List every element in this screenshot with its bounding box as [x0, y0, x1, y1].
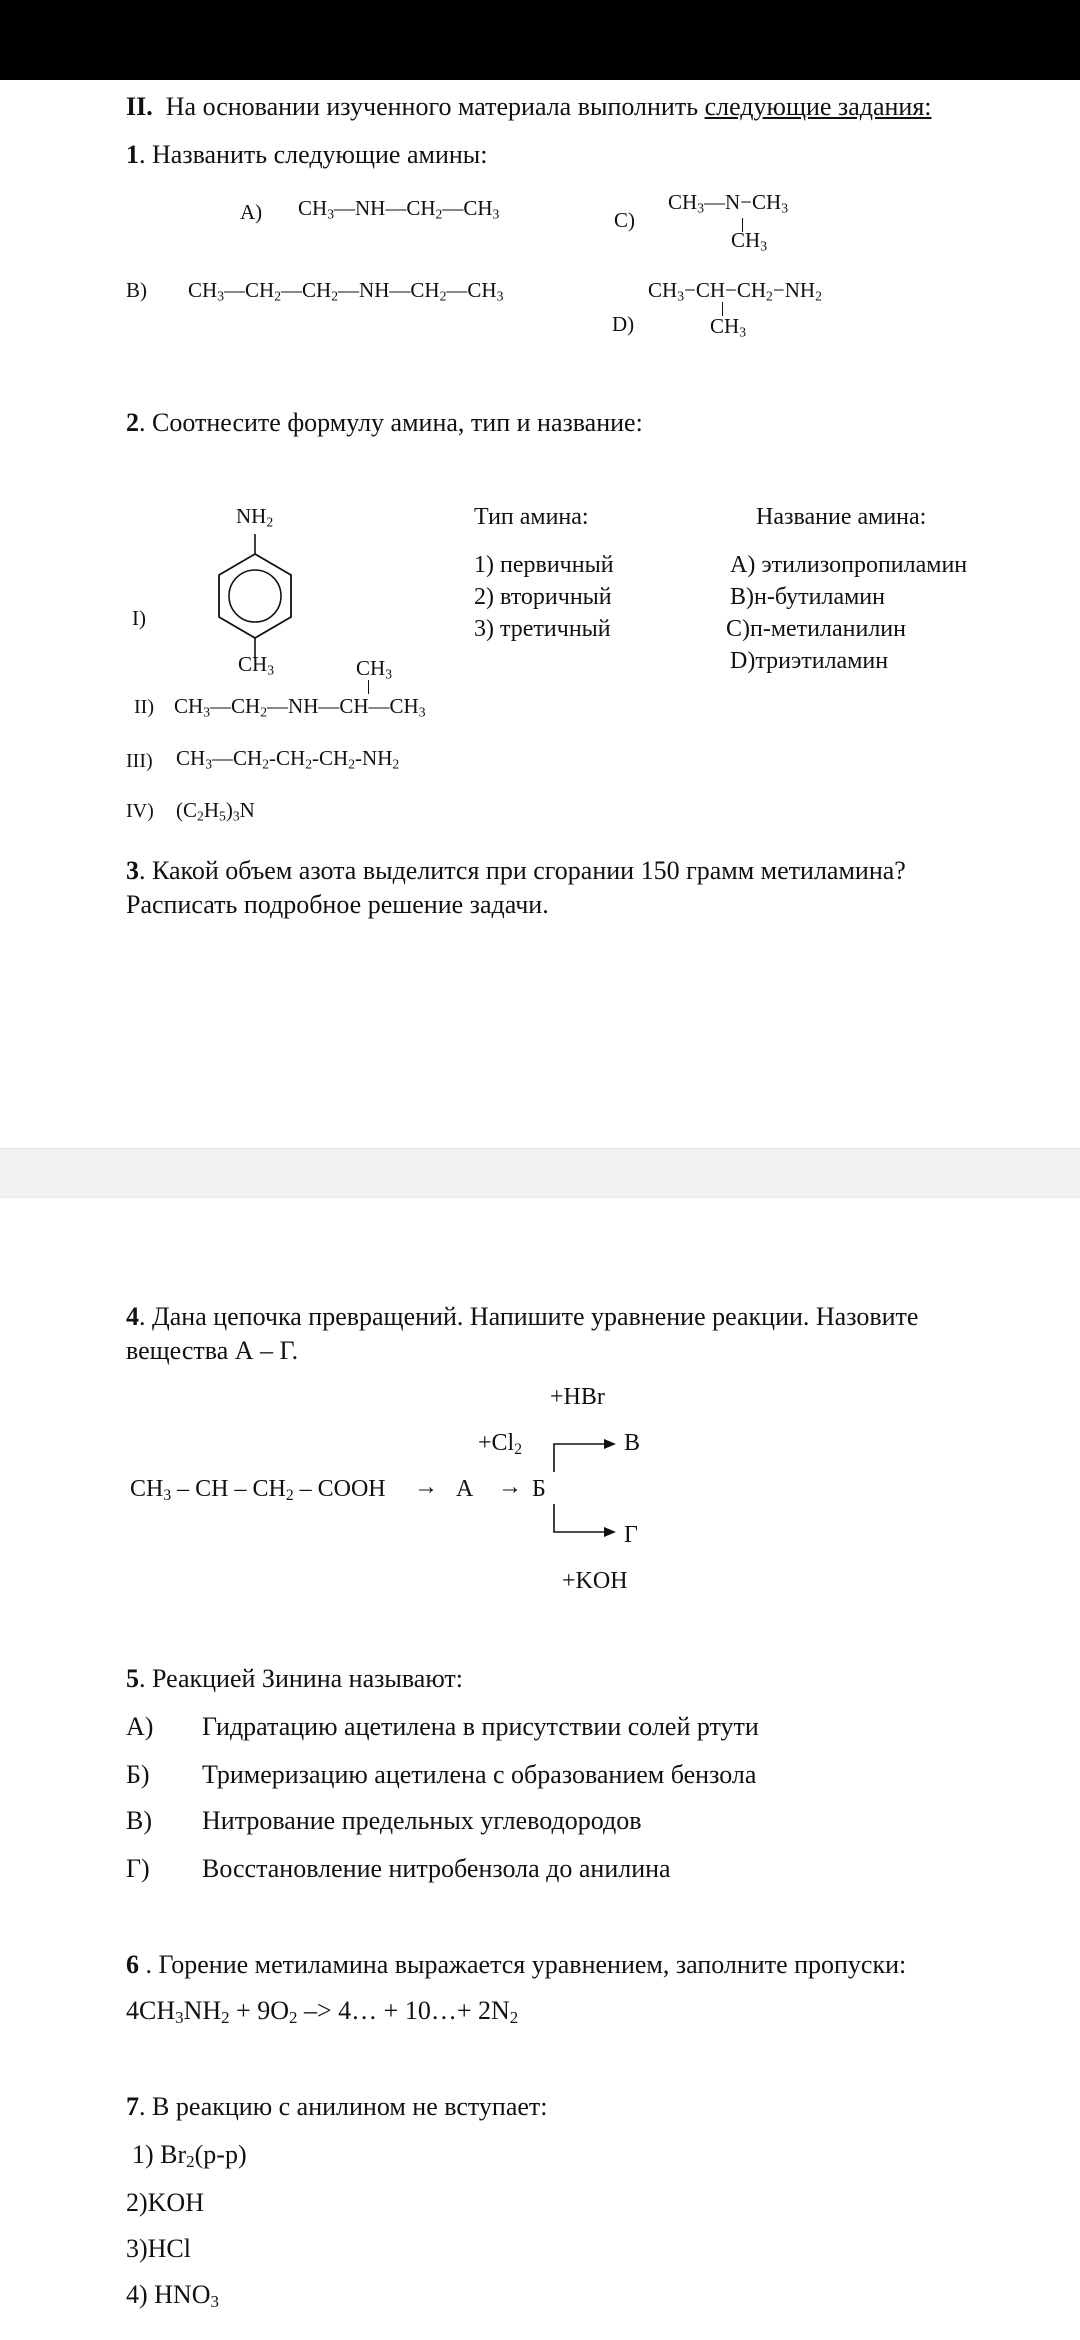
q1-d-formula-top: $CH_3-CH-CH_2-NH_2$: [648, 278, 822, 304]
q5-opt-d-text: Восстановление нитробензола до анилина: [202, 1854, 671, 1883]
q7-opt-1-suffix: (р-р): [194, 2140, 247, 2169]
top-black-bar: [0, 0, 1080, 80]
q5-text: . Реакцией Зинина называют:: [139, 1664, 463, 1693]
q4-branch-arrows: [550, 1432, 620, 1544]
q1-b-label: B): [126, 278, 147, 302]
q1-text: . Названить следующие амины:: [139, 140, 488, 169]
q2-number: 2: [126, 408, 139, 437]
q4-arrow-2: →: [498, 1474, 522, 1500]
q2-title: [126, 408, 643, 438]
q2-nh2-label: $NH_2$: [236, 504, 274, 530]
q1-b-formula: $CH_3—CH_2—CH_2—NH—CH_2—CH_3$: [188, 278, 504, 304]
q2-type-2: 2) вторичный: [474, 584, 612, 610]
q4-text: . Дана цепочка превращений. Напишите уравнение реакции. Назовите: [139, 1302, 919, 1331]
q7-opt-3: 3)HCl: [126, 2234, 191, 2263]
part-text-underlined: следующие задания:: [704, 92, 932, 121]
q7-opt-4: 4) $HNO_3$: [126, 2280, 219, 2312]
q4-arrow-1: →: [414, 1474, 438, 1500]
q2-type-3: 3) третичный: [474, 616, 611, 642]
q4-substance-a: A: [456, 1476, 474, 1502]
q1-c-formula-top: $CH_3—N-CH_3$: [668, 190, 789, 216]
q4-hbr: +HBr: [550, 1384, 605, 1410]
q2-ii-branch: $CH_3$: [356, 656, 393, 682]
q5-number: 5: [126, 1664, 139, 1693]
q5-opt-c-label: В): [126, 1806, 152, 1835]
q7-opt-4-text: 4) HNO: [126, 2280, 211, 2309]
q7-title: [126, 2092, 548, 2122]
q1-c-formula-bottom: $CH_3$: [731, 228, 768, 254]
q4-cl2: $+Cl_2$: [478, 1430, 523, 1458]
q1-d-formula-bottom: $CH_3$: [710, 314, 747, 340]
q5-opt-c-text: Нитрование предельных углеводородов: [202, 1806, 642, 1835]
q4-number: 4: [126, 1302, 139, 1331]
part-text: На основании изученного материала выполнить: [165, 92, 705, 121]
q1-c-label: C): [614, 208, 635, 232]
q2-ii-bond: [368, 680, 369, 694]
q1-a-formula: $CH_3—NH—CH_2—CH_3$: [298, 196, 500, 222]
q2-name-header: Название амина:: [756, 504, 927, 530]
q5-opt-d-label: Г): [126, 1854, 150, 1883]
q2-ii-formula: $CH_3—CH_2—NH—CH—CH_3$: [174, 694, 426, 720]
q6-text: . Горение метиламина выражается уравнением, заполните пропуски:: [139, 1950, 907, 1979]
q7-opt-1: 1) $Br_2(р-р)$: [132, 2140, 247, 2172]
q7-number: 7: [126, 2092, 139, 2121]
q4-substance-b: Б: [532, 1476, 546, 1502]
benzene-ring-icon: [200, 530, 310, 670]
q5-opt-b-label: Б): [126, 1760, 150, 1789]
q3-title: [126, 856, 906, 886]
q4-koh: +KOH: [562, 1568, 628, 1594]
q2-ch3-label: $CH_3$: [238, 652, 275, 678]
q5-opt-b-text: Тримеризацию ацетилена с образованием бензола: [202, 1760, 757, 1789]
q2-name-c: С)п-метиланилин: [726, 616, 906, 642]
q1-a-label: A): [240, 200, 263, 224]
q2-label-iv: IV): [126, 800, 154, 822]
q2-label-i: I): [132, 606, 146, 630]
q5-opt-a-text: Гидратацию ацетилена в присутствии солей ртути: [202, 1712, 759, 1741]
q4-chain-formula: $CH_3$ – CH – $CH_2$ – COOH: [130, 1476, 386, 1504]
q4-product-v: В: [624, 1430, 641, 1456]
q7-opt-1-text: 1) Br: [132, 2140, 187, 2169]
part-header: [126, 92, 932, 122]
q2-label-iii: III): [126, 750, 153, 772]
q2-name-a: А) этилизопропиламин: [730, 552, 968, 578]
q4-line2: вещества А – Г.: [126, 1336, 299, 1365]
q5-title: [126, 1664, 463, 1694]
q1-d-label: D): [612, 312, 635, 336]
q1-title: [126, 140, 487, 170]
q2-text: . Соотнесите формулу амина, тип и название:: [139, 408, 643, 437]
q4-cl2-text: +Cl: [478, 1430, 515, 1456]
q1-number: 1: [126, 140, 139, 169]
q2-label-ii: II): [134, 696, 154, 718]
q3-number: 3: [126, 856, 139, 885]
q2-iii-formula: $CH_3—CH_2-CH_2-CH_2-NH_2$: [176, 746, 400, 772]
part-roman: II.: [126, 92, 153, 121]
q3-text: . Какой объем азота выделится при сгорании 150 грамм метиламина?: [139, 856, 906, 885]
q6-equation: $4CH_3NH_2 + 9O_2$ –> 4… + 10…+ $2N_2$: [126, 1996, 519, 2028]
q2-iv-formula: $(C_2H_5)_3N$: [176, 798, 255, 824]
q4-title: [126, 1302, 918, 1332]
q3-line2: Расписать подробное решение задачи.: [126, 890, 549, 919]
q7-opt-2: 2)KOH: [126, 2188, 204, 2217]
q5-opt-a-label: А): [126, 1712, 154, 1741]
q4-product-g: Г: [624, 1522, 638, 1548]
q7-text: . В реакцию с анилином не вступает:: [139, 2092, 548, 2121]
page-break: [0, 1148, 1080, 1198]
q2-type-1: 1) первичный: [474, 552, 614, 578]
q2-type-header: Тип амина:: [474, 504, 589, 530]
q6-number: 6: [126, 1950, 139, 1979]
q2-name-d: D)триэтиламин: [730, 648, 889, 674]
q6-title: [126, 1950, 906, 1980]
q2-name-b: В)н-бутиламин: [730, 584, 885, 610]
